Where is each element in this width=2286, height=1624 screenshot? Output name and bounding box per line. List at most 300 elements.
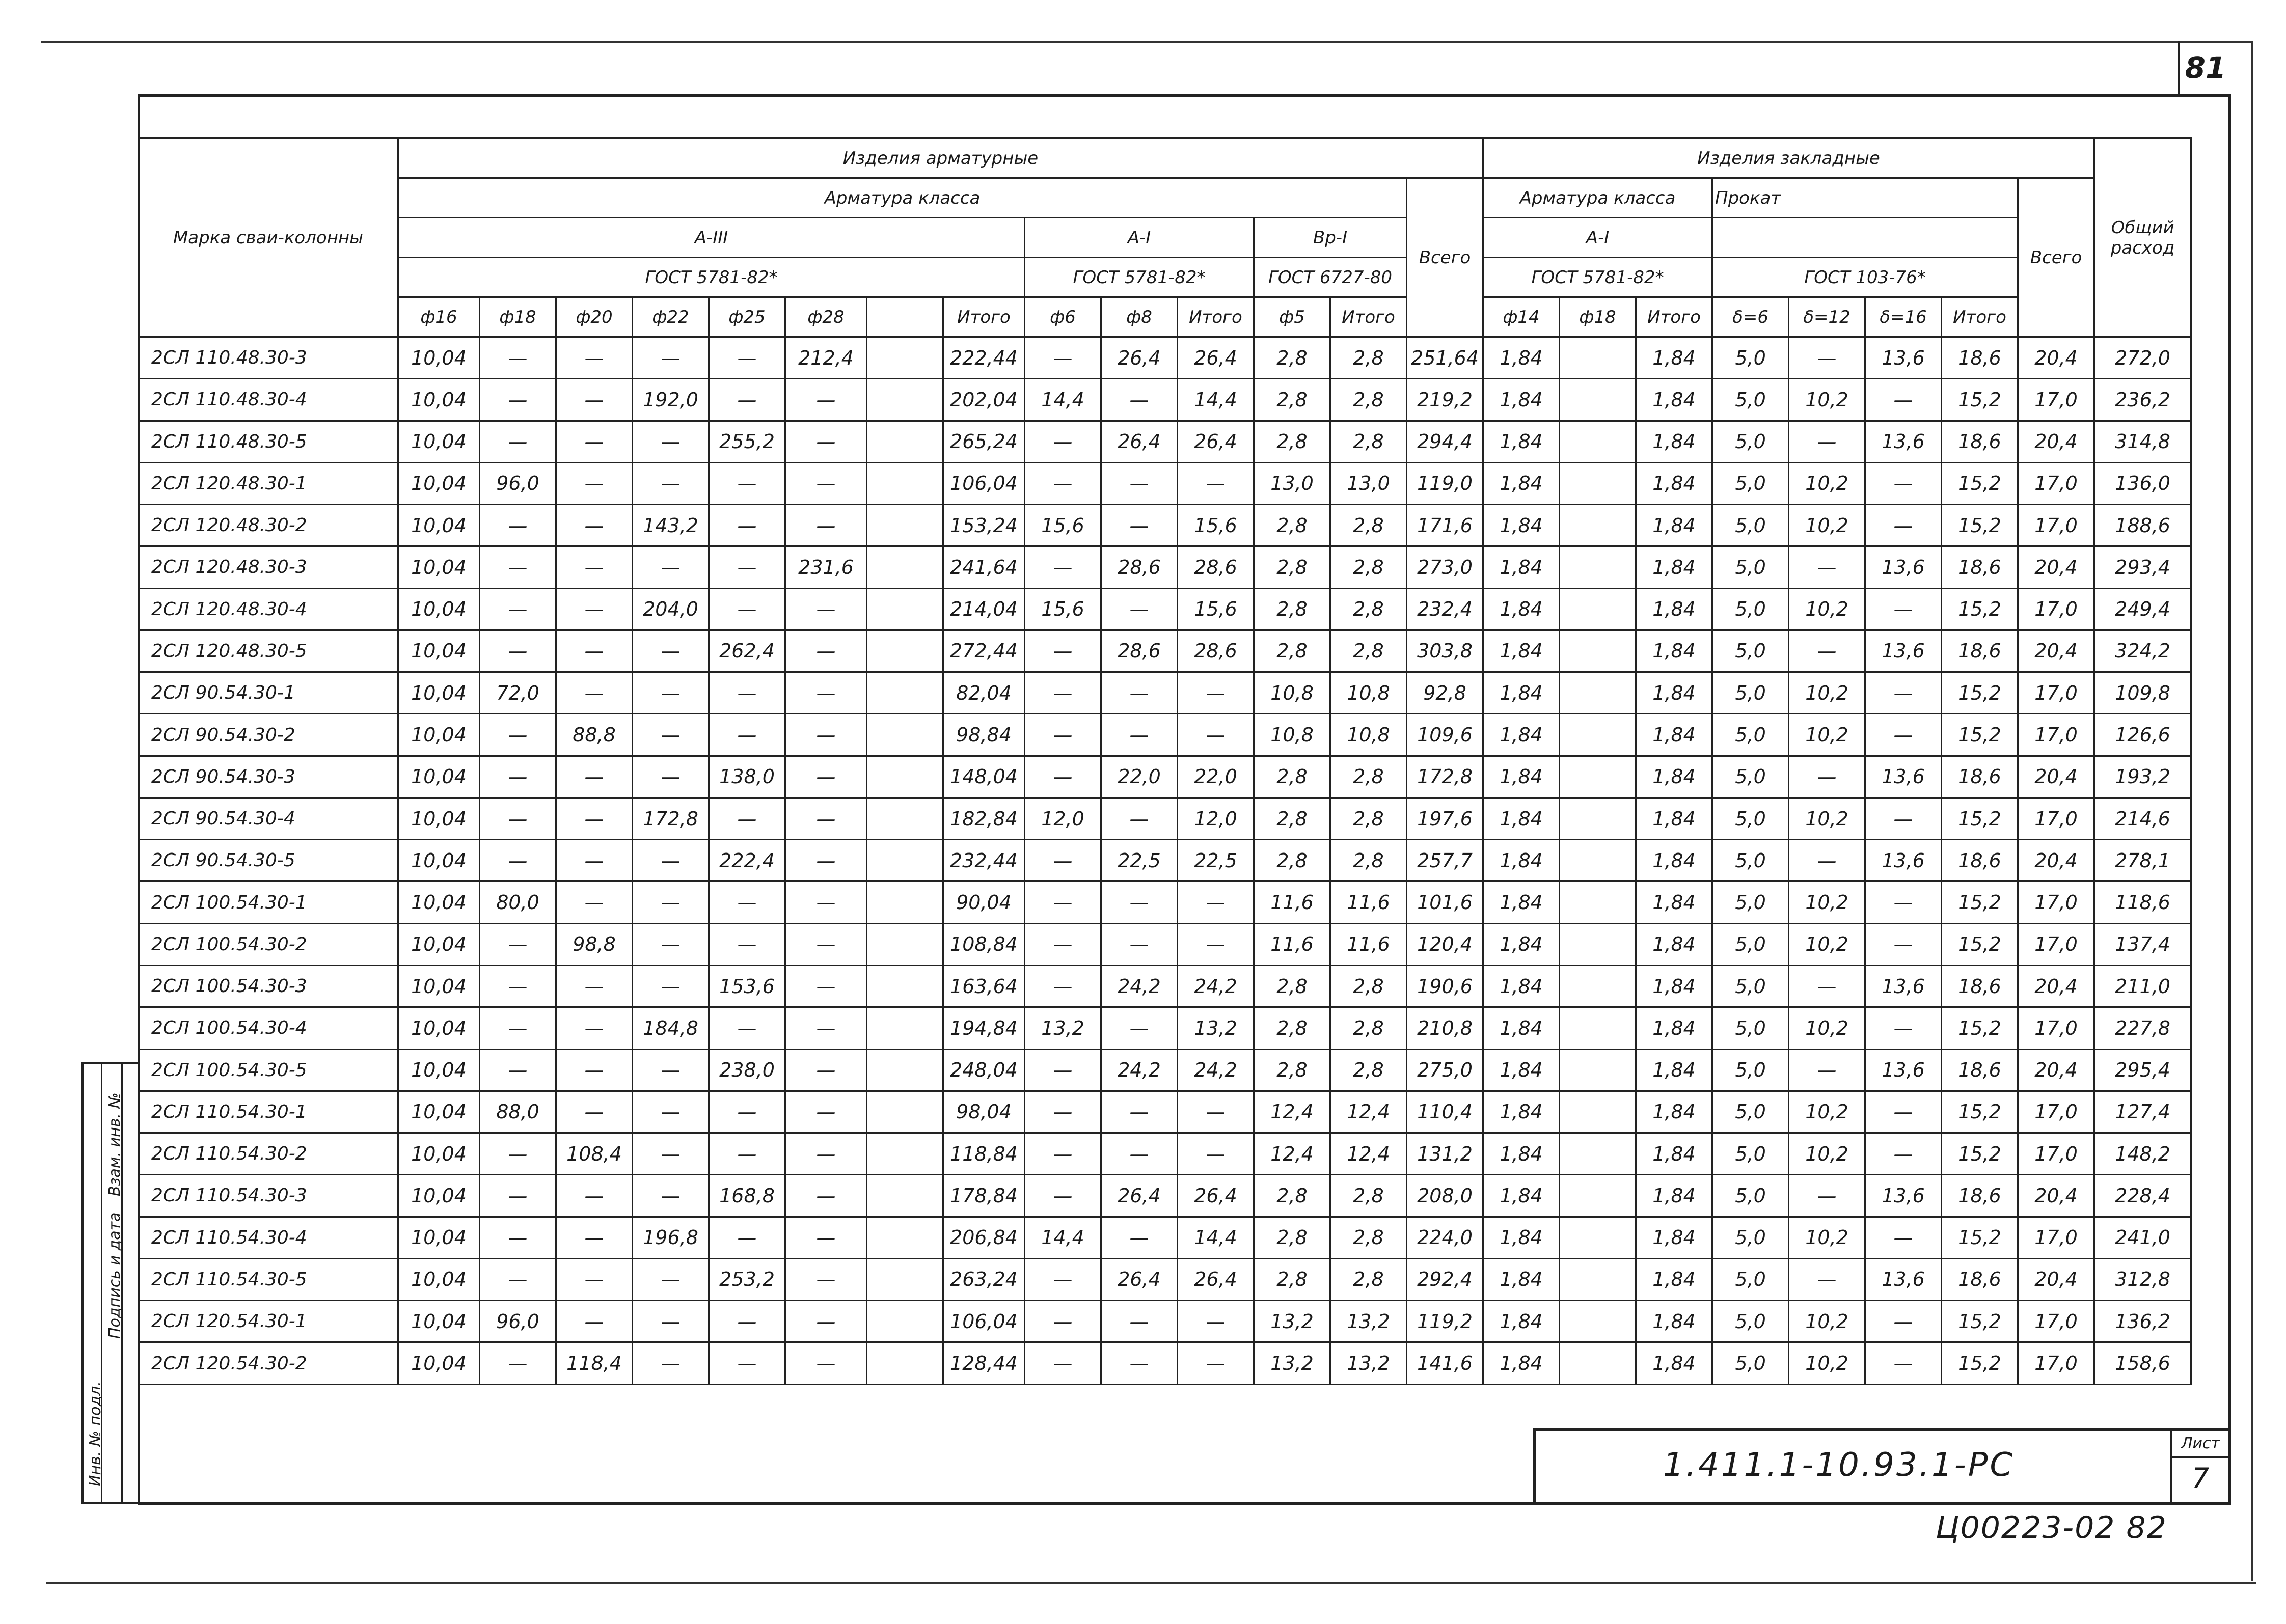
table-cell: 2,8 <box>1254 1049 1330 1091</box>
side-strip <box>81 1062 140 1504</box>
table-cell: 17,0 <box>2018 1007 2094 1049</box>
table-cell: — <box>785 756 867 797</box>
table-cell: 10,04 <box>398 797 480 839</box>
table-cell: 108,84 <box>943 923 1025 965</box>
table-cell: 5,0 <box>1712 1007 1789 1049</box>
table-cell: — <box>1865 1091 1942 1133</box>
table-cell: 5,0 <box>1712 1301 1789 1342</box>
table-cell: — <box>556 1007 633 1049</box>
table-cell: — <box>1865 1217 1942 1258</box>
table-cell: 10,04 <box>398 630 480 672</box>
table-cell: 2,8 <box>1330 421 1407 462</box>
table-cell: 314,8 <box>2094 421 2191 462</box>
row-mark: 2СЛ 90.54.30-4 <box>139 797 398 839</box>
table-cell: 24,2 <box>1178 1049 1254 1091</box>
table-cell: — <box>1025 421 1101 462</box>
table-cell: 10,2 <box>1789 797 1865 839</box>
table-cell: 10,04 <box>398 1007 480 1049</box>
table-row <box>139 672 2191 714</box>
subcolumn-header: Итого <box>1636 297 1712 337</box>
header-gost-a3: ГОСТ 5781-82* <box>398 258 1025 297</box>
table-cell <box>1560 714 1636 756</box>
table-cell: — <box>633 756 709 797</box>
row-mark: 2СЛ 110.48.30-4 <box>139 379 398 421</box>
row-mark: 2СЛ 100.54.30-3 <box>139 965 398 1007</box>
table-cell: 1,84 <box>1636 923 1712 965</box>
table-cell: 222,44 <box>943 337 1025 379</box>
table-row <box>139 1049 2191 1091</box>
table-cell: 118,84 <box>943 1133 1025 1175</box>
table-cell: 13,6 <box>1865 1049 1942 1091</box>
table-cell: 1,84 <box>1483 1217 1560 1258</box>
table-cell: — <box>480 505 556 546</box>
table-cell: — <box>785 714 867 756</box>
table-row <box>139 1007 2191 1049</box>
table-cell: 26,4 <box>1101 1258 1178 1300</box>
table-cell: — <box>785 1342 867 1385</box>
table-row <box>139 797 2191 839</box>
table-row <box>139 505 2191 546</box>
table-cell: 1,84 <box>1636 672 1712 714</box>
table-cell: 232,44 <box>943 840 1025 882</box>
table-cell: 10,2 <box>1789 505 1865 546</box>
table-cell: 231,6 <box>785 546 867 588</box>
table-cell: — <box>480 840 556 882</box>
table-cell: 1,84 <box>1483 923 1560 965</box>
row-mark: 2СЛ 90.54.30-5 <box>139 840 398 882</box>
table-cell: — <box>1025 1258 1101 1300</box>
table-cell: 10,2 <box>1789 714 1865 756</box>
header-total-armature: Всего <box>1407 178 1483 337</box>
table-cell: — <box>1789 756 1865 797</box>
table-cell: 232,4 <box>1407 588 1483 630</box>
table-cell <box>867 672 943 714</box>
table-cell: 24,2 <box>1101 1049 1178 1091</box>
table-cell: 10,04 <box>398 1091 480 1133</box>
table-cell: — <box>556 588 633 630</box>
table-cell: — <box>556 462 633 504</box>
table-row <box>139 1301 2191 1342</box>
table-row <box>139 421 2191 462</box>
table-cell: 22,5 <box>1178 840 1254 882</box>
table-cell: 26,4 <box>1178 1258 1254 1300</box>
table-cell: 10,2 <box>1789 379 1865 421</box>
table-cell: — <box>1101 379 1178 421</box>
table-cell: 118,4 <box>556 1342 633 1385</box>
table-cell: 1,84 <box>1636 379 1712 421</box>
table-cell <box>867 1342 943 1385</box>
table-cell <box>867 1301 943 1342</box>
table-cell: 12,4 <box>1254 1091 1330 1133</box>
table-cell: 1,84 <box>1636 840 1712 882</box>
table-cell: 20,4 <box>2018 630 2094 672</box>
table-cell <box>1560 1133 1636 1175</box>
table-cell: — <box>709 797 785 839</box>
table-cell: 214,6 <box>2094 797 2191 839</box>
table-cell: 2,8 <box>1254 337 1330 379</box>
table-cell: 22,0 <box>1178 756 1254 797</box>
table-cell: — <box>1101 1007 1178 1049</box>
table-cell: — <box>1101 1217 1178 1258</box>
table-cell: 208,0 <box>1407 1175 1483 1217</box>
table-cell: 2,8 <box>1254 965 1330 1007</box>
table-cell: — <box>1025 1049 1101 1091</box>
header-gost-a1-embedded: ГОСТ 5781-82* <box>1483 258 1712 297</box>
table-cell <box>1560 1091 1636 1133</box>
table-cell: 272,44 <box>943 630 1025 672</box>
table-cell: 17,0 <box>2018 882 2094 923</box>
table-cell: 10,04 <box>398 923 480 965</box>
table-cell <box>1560 797 1636 839</box>
table-cell: 1,84 <box>1636 1007 1712 1049</box>
table-cell: — <box>1178 923 1254 965</box>
table-cell: — <box>1101 923 1178 965</box>
table-cell: — <box>709 505 785 546</box>
table-cell: — <box>633 421 709 462</box>
table-cell: 295,4 <box>2094 1049 2191 1091</box>
table-cell: 153,6 <box>709 965 785 1007</box>
row-mark: 2СЛ 110.54.30-3 <box>139 1175 398 1217</box>
table-cell: 194,84 <box>943 1007 1025 1049</box>
table-cell: 236,2 <box>2094 379 2191 421</box>
table-cell: — <box>709 923 785 965</box>
table-cell: — <box>785 1049 867 1091</box>
table-cell: — <box>480 1342 556 1385</box>
table-cell: 96,0 <box>480 462 556 504</box>
table-cell: 249,4 <box>2094 588 2191 630</box>
table-cell: — <box>785 1007 867 1049</box>
table-cell: 17,0 <box>2018 1217 2094 1258</box>
table-cell: 10,04 <box>398 965 480 1007</box>
table-cell: — <box>1865 1301 1942 1342</box>
table-cell: 2,8 <box>1254 421 1330 462</box>
table-cell: — <box>633 882 709 923</box>
table-cell: — <box>785 1175 867 1217</box>
table-cell: 2,8 <box>1254 546 1330 588</box>
table-cell: — <box>709 1301 785 1342</box>
table-cell: 12,4 <box>1330 1091 1407 1133</box>
table-cell: — <box>1865 1007 1942 1049</box>
table-cell: 2,8 <box>1254 756 1330 797</box>
table-cell: — <box>480 1258 556 1300</box>
header-mark: Марка сваи-колонны <box>139 139 398 337</box>
table-cell: 13,0 <box>1330 462 1407 504</box>
table-cell <box>867 1091 943 1133</box>
table-cell: — <box>633 462 709 504</box>
table-cell: — <box>556 421 633 462</box>
table-cell: — <box>633 1049 709 1091</box>
table-cell: — <box>785 1217 867 1258</box>
table-cell: 20,4 <box>2018 965 2094 1007</box>
table-cell: 210,8 <box>1407 1007 1483 1049</box>
table-cell: 5,0 <box>1712 756 1789 797</box>
table-cell: — <box>1865 505 1942 546</box>
table-cell: — <box>1101 1342 1178 1385</box>
table-cell: 136,0 <box>2094 462 2191 504</box>
table-cell: 141,6 <box>1407 1342 1483 1385</box>
table-cell: 119,2 <box>1407 1301 1483 1342</box>
table-cell: 5,0 <box>1712 462 1789 504</box>
table-cell: 1,84 <box>1483 1133 1560 1175</box>
table-cell: — <box>1178 1133 1254 1175</box>
table-cell: — <box>1789 840 1865 882</box>
table-cell: 10,04 <box>398 1258 480 1300</box>
table-cell: 1,84 <box>1483 1049 1560 1091</box>
table-cell: 10,2 <box>1789 923 1865 965</box>
table-cell: — <box>709 379 785 421</box>
sheet-label: Лист <box>2172 1431 2228 1458</box>
table-cell: 92,8 <box>1407 672 1483 714</box>
table-cell: 2,8 <box>1330 379 1407 421</box>
table-cell: 98,84 <box>943 714 1025 756</box>
table-cell: 15,6 <box>1025 505 1101 546</box>
table-cell: — <box>556 797 633 839</box>
table-cell: 1,84 <box>1483 714 1560 756</box>
table-cell: — <box>556 965 633 1007</box>
table-cell <box>1560 1217 1636 1258</box>
table-cell: — <box>556 505 633 546</box>
table-cell: 15,6 <box>1178 505 1254 546</box>
table-cell: 17,0 <box>2018 462 2094 504</box>
table-cell: 257,7 <box>1407 840 1483 882</box>
table-cell: 197,6 <box>1407 797 1483 839</box>
subcolumn-header <box>867 297 943 337</box>
table-cell: 72,0 <box>480 672 556 714</box>
table-cell: 5,0 <box>1712 1217 1789 1258</box>
table-cell: 26,4 <box>1101 421 1178 462</box>
table-cell: — <box>633 1258 709 1300</box>
table-cell: — <box>556 1175 633 1217</box>
table-cell: — <box>1865 672 1942 714</box>
table-cell: — <box>1865 1133 1942 1175</box>
table-cell: 13,6 <box>1865 421 1942 462</box>
table-cell: 10,04 <box>398 421 480 462</box>
table-cell: 312,8 <box>2094 1258 2191 1300</box>
table-cell: — <box>1789 1175 1865 1217</box>
table-cell: 18,6 <box>1942 756 2018 797</box>
table-cell: — <box>1101 1133 1178 1175</box>
table-cell: 13,6 <box>1865 840 1942 882</box>
table-cell: 294,4 <box>1407 421 1483 462</box>
header-rolled: Прокат <box>1712 178 2018 218</box>
table-cell: 1,84 <box>1636 797 1712 839</box>
table-cell: 1,84 <box>1483 1091 1560 1133</box>
table-cell: 1,84 <box>1636 505 1712 546</box>
table-cell <box>1560 505 1636 546</box>
table-cell: — <box>785 1133 867 1175</box>
table-cell: 1,84 <box>1483 588 1560 630</box>
table-cell: — <box>1101 588 1178 630</box>
table-cell: 222,4 <box>709 840 785 882</box>
row-mark: 2СЛ 120.48.30-1 <box>139 462 398 504</box>
table-cell: 17,0 <box>2018 1091 2094 1133</box>
subcolumn-header: ф28 <box>785 297 867 337</box>
table-cell: 18,6 <box>1942 337 2018 379</box>
row-mark: 2СЛ 120.48.30-5 <box>139 630 398 672</box>
table-cell: 2,8 <box>1330 546 1407 588</box>
header-class-a1-embedded: А-I <box>1483 218 1712 258</box>
table-cell: 11,6 <box>1254 923 1330 965</box>
table-cell: 224,0 <box>1407 1217 1483 1258</box>
row-mark: 2СЛ 120.48.30-2 <box>139 505 398 546</box>
table-cell: 13,2 <box>1330 1301 1407 1342</box>
table-cell: 28,6 <box>1101 630 1178 672</box>
table-cell: 228,4 <box>2094 1175 2191 1217</box>
table-cell: 2,8 <box>1254 630 1330 672</box>
table-cell: — <box>1101 505 1178 546</box>
header-grand-total: Общий расход <box>2094 139 2191 337</box>
table-cell: 15,2 <box>1942 1217 2018 1258</box>
table-cell: 10,04 <box>398 1175 480 1217</box>
header-total-embedded: Всего <box>2018 178 2094 337</box>
table-cell: 143,2 <box>633 505 709 546</box>
table-cell: 12,0 <box>1025 797 1101 839</box>
table-cell: — <box>785 1091 867 1133</box>
table-cell: 15,2 <box>1942 588 2018 630</box>
table-cell: 178,84 <box>943 1175 1025 1217</box>
table-cell <box>867 923 943 965</box>
table-cell: 1,84 <box>1636 1217 1712 1258</box>
table-cell: 101,6 <box>1407 882 1483 923</box>
table-cell: 10,8 <box>1330 672 1407 714</box>
table-cell: 17,0 <box>2018 379 2094 421</box>
table-cell: 193,2 <box>2094 756 2191 797</box>
table-cell: 1,84 <box>1636 630 1712 672</box>
subcolumn-header-row <box>139 297 2191 337</box>
table-cell: — <box>785 672 867 714</box>
table-cell: 110,4 <box>1407 1091 1483 1133</box>
table-cell <box>1560 1007 1636 1049</box>
table-cell: 292,4 <box>1407 1258 1483 1300</box>
table-cell: — <box>785 1258 867 1300</box>
header-embedded-products: Изделия закладные <box>1483 139 2094 178</box>
table-cell: 10,2 <box>1789 1133 1865 1175</box>
row-mark: 2СЛ 120.48.30-3 <box>139 546 398 588</box>
table-cell: 127,4 <box>2094 1091 2191 1133</box>
table-cell: 196,8 <box>633 1217 709 1258</box>
table-cell: 214,04 <box>943 588 1025 630</box>
row-mark: 2СЛ 110.54.30-5 <box>139 1258 398 1300</box>
table-cell: — <box>556 1217 633 1258</box>
table-cell: 26,4 <box>1178 421 1254 462</box>
table-cell: 2,8 <box>1254 1258 1330 1300</box>
table-cell: 1,84 <box>1483 462 1560 504</box>
table-cell: 5,0 <box>1712 379 1789 421</box>
archive-stamp: Ц00223-02 82 <box>1936 1510 2167 1546</box>
table-cell: — <box>709 337 785 379</box>
table-cell: 15,2 <box>1942 462 2018 504</box>
table-row <box>139 714 2191 756</box>
table-cell: 5,0 <box>1712 588 1789 630</box>
table-row <box>139 1133 2191 1175</box>
table-cell: 248,04 <box>943 1049 1025 1091</box>
table-cell: 13,2 <box>1178 1007 1254 1049</box>
table-cell: 118,6 <box>2094 882 2191 923</box>
table-cell: 136,2 <box>2094 1301 2191 1342</box>
table-cell: 26,4 <box>1178 337 1254 379</box>
specification-table <box>138 137 2192 1385</box>
table-cell: 10,04 <box>398 379 480 421</box>
table-cell: — <box>480 546 556 588</box>
table-cell: — <box>709 882 785 923</box>
table-cell: 253,2 <box>709 1258 785 1300</box>
table-cell <box>1560 630 1636 672</box>
table-cell: — <box>709 588 785 630</box>
table-cell: 2,8 <box>1330 630 1407 672</box>
subcolumn-header: Итого <box>1330 297 1407 337</box>
table-cell: 109,8 <box>2094 672 2191 714</box>
subcolumn-header: ф14 <box>1483 297 1560 337</box>
table-cell: 15,2 <box>1942 882 2018 923</box>
table-cell: — <box>556 1049 633 1091</box>
subcolumn-header: δ=6 <box>1712 297 1789 337</box>
table-cell: 275,0 <box>1407 1049 1483 1091</box>
table-cell: 10,04 <box>398 1342 480 1385</box>
row-mark: 2СЛ 90.54.30-1 <box>139 672 398 714</box>
table-cell: — <box>633 1342 709 1385</box>
table-cell: — <box>709 1342 785 1385</box>
table-cell: — <box>1178 714 1254 756</box>
table-cell <box>867 965 943 1007</box>
table-cell <box>1560 379 1636 421</box>
table-cell: 18,6 <box>1942 421 2018 462</box>
table-cell: — <box>785 1301 867 1342</box>
table-cell: 10,04 <box>398 714 480 756</box>
table-cell: 263,24 <box>943 1258 1025 1300</box>
table-cell: 1,84 <box>1483 1342 1560 1385</box>
table-cell: — <box>1789 1258 1865 1300</box>
table-cell: 2,8 <box>1330 1217 1407 1258</box>
table-cell: 10,04 <box>398 505 480 546</box>
table-cell: 10,8 <box>1254 714 1330 756</box>
table-cell: 1,84 <box>1636 965 1712 1007</box>
table-cell: 1,84 <box>1636 1133 1712 1175</box>
table-cell: 131,2 <box>1407 1133 1483 1175</box>
row-mark: 2СЛ 100.54.30-5 <box>139 1049 398 1091</box>
table-cell: 182,84 <box>943 797 1025 839</box>
table-cell <box>1560 588 1636 630</box>
table-cell: 1,84 <box>1483 505 1560 546</box>
table-cell: 109,6 <box>1407 714 1483 756</box>
table-cell: 303,8 <box>1407 630 1483 672</box>
table-cell: 15,2 <box>1942 1301 2018 1342</box>
table-cell: 238,0 <box>709 1049 785 1091</box>
table-cell: 10,2 <box>1789 1007 1865 1049</box>
table-cell: 251,64 <box>1407 337 1483 379</box>
table-cell: 5,0 <box>1712 840 1789 882</box>
table-cell: 10,2 <box>1789 1301 1865 1342</box>
table-cell: — <box>480 714 556 756</box>
table-cell: 172,8 <box>1407 756 1483 797</box>
sheet-box <box>2170 1431 2228 1502</box>
table-cell: — <box>1789 337 1865 379</box>
table-cell: 1,84 <box>1636 588 1712 630</box>
table-cell: — <box>1025 714 1101 756</box>
table-cell: 188,6 <box>2094 505 2191 546</box>
table-cell: 2,8 <box>1254 588 1330 630</box>
table-cell: 5,0 <box>1712 965 1789 1007</box>
table-cell: 204,0 <box>633 588 709 630</box>
table-cell: 211,0 <box>2094 965 2191 1007</box>
table-cell: 1,84 <box>1483 1007 1560 1049</box>
table-cell: — <box>709 1217 785 1258</box>
table-cell: — <box>480 1049 556 1091</box>
table-cell: — <box>1789 1049 1865 1091</box>
table-cell: — <box>556 546 633 588</box>
table-cell: 10,2 <box>1789 672 1865 714</box>
table-cell: 1,84 <box>1636 1049 1712 1091</box>
table-cell: — <box>556 630 633 672</box>
